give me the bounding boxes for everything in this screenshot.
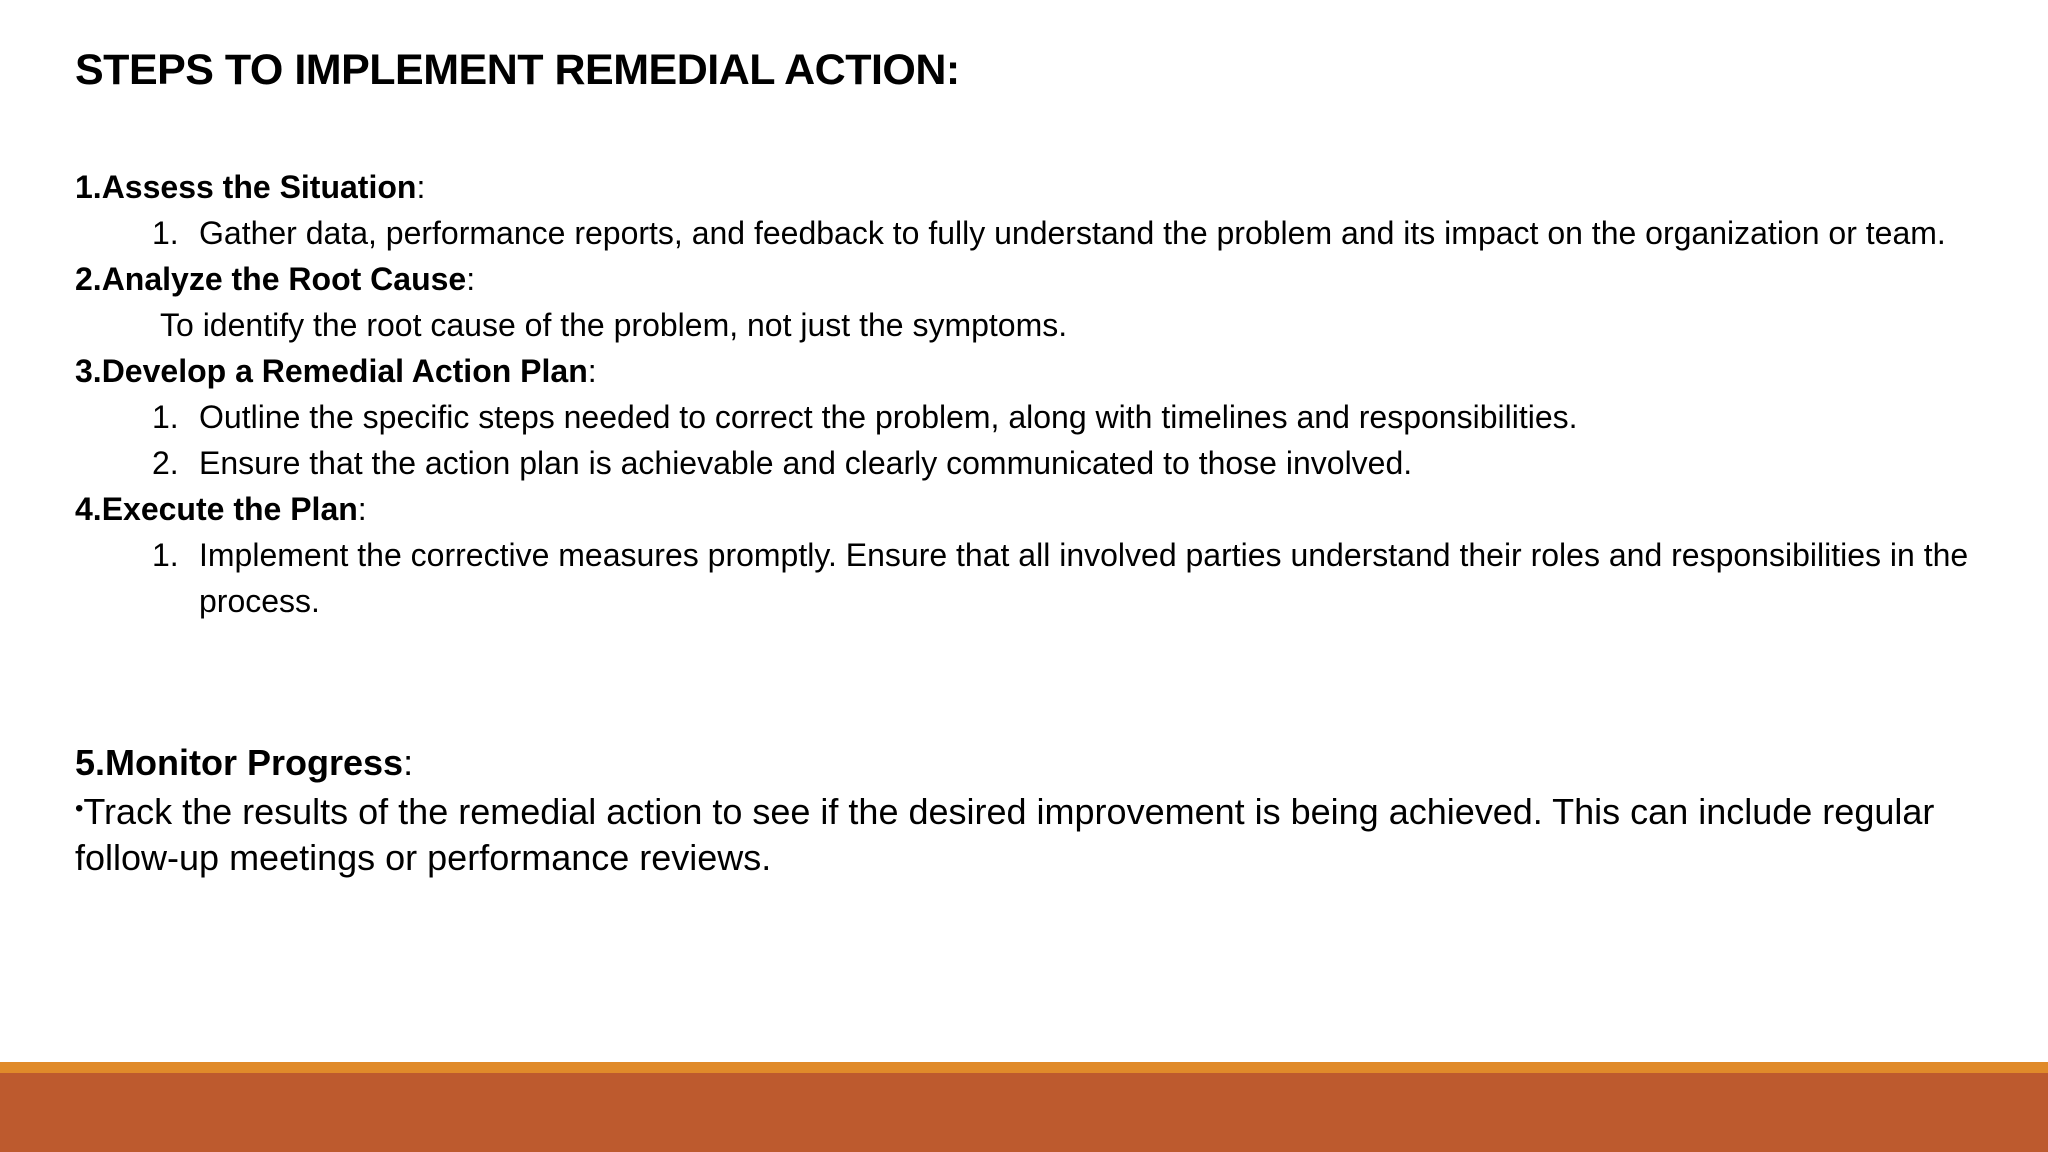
bullet-icon: •	[75, 795, 84, 822]
step-label: 5.Monitor Progress	[75, 742, 404, 783]
step-develop	[75, 348, 1975, 486]
step-colon: :	[466, 261, 476, 297]
sub-item-text: Gather data, performance reports, and feedback to fully understand the problem and its impact on the organization or team.	[199, 215, 1946, 251]
step-colon: :	[403, 742, 414, 783]
step-colon: :	[357, 491, 367, 527]
step-heading	[75, 256, 1975, 302]
step-execute	[75, 486, 1975, 624]
monitor-text	[75, 786, 1945, 881]
step-colon: :	[587, 353, 597, 389]
step-label: 3.Develop a Remedial Action Plan	[75, 353, 588, 389]
sub-item-number: 1.	[152, 537, 179, 573]
step-analyze	[75, 256, 1975, 348]
steps-list	[75, 164, 1975, 624]
sub-item	[75, 210, 1975, 256]
step-heading	[75, 164, 1975, 210]
sub-item-number: 2.	[152, 445, 179, 481]
monitor-description: Track the results of the remedial action to see if the desired improvement is being achieved. This can include regular follow-up meetings or performance reviews.	[75, 791, 1935, 878]
step-label: 4.Execute the Plan	[75, 491, 358, 527]
footer-band	[0, 1073, 2048, 1152]
step-label: 2.Analyze the Root Cause	[75, 261, 467, 297]
sub-item	[75, 394, 1975, 440]
sub-item-text: Outline the specific steps needed to correct the problem, along with timelines and responsibilities.	[199, 399, 1578, 435]
step-heading	[75, 348, 1975, 394]
sub-item-number: 1.	[152, 399, 179, 435]
step-description: To identify the root cause of the problem, not just the symptoms.	[160, 307, 1068, 343]
sub-item	[75, 440, 1975, 486]
sub-item-text: Implement the corrective measures promptly. Ensure that all involved parties understand their roles and responsibilities in the process.	[199, 537, 1969, 619]
accent-line	[0, 1062, 2048, 1073]
step-assess	[75, 164, 1975, 256]
step-label: 1.Assess the Situation	[75, 169, 417, 205]
sub-item	[75, 532, 1975, 624]
step-monitor	[75, 740, 1945, 881]
slide-title: STEPS TO IMPLEMENT REMEDIAL ACTION:	[75, 46, 960, 94]
sub-item-number: 1.	[152, 215, 179, 251]
step-heading	[75, 740, 1945, 786]
step-heading	[75, 486, 1975, 532]
sub-item-text: Ensure that the action plan is achievable and clearly communicated to those involved.	[199, 445, 1413, 481]
step-colon: :	[416, 169, 426, 205]
